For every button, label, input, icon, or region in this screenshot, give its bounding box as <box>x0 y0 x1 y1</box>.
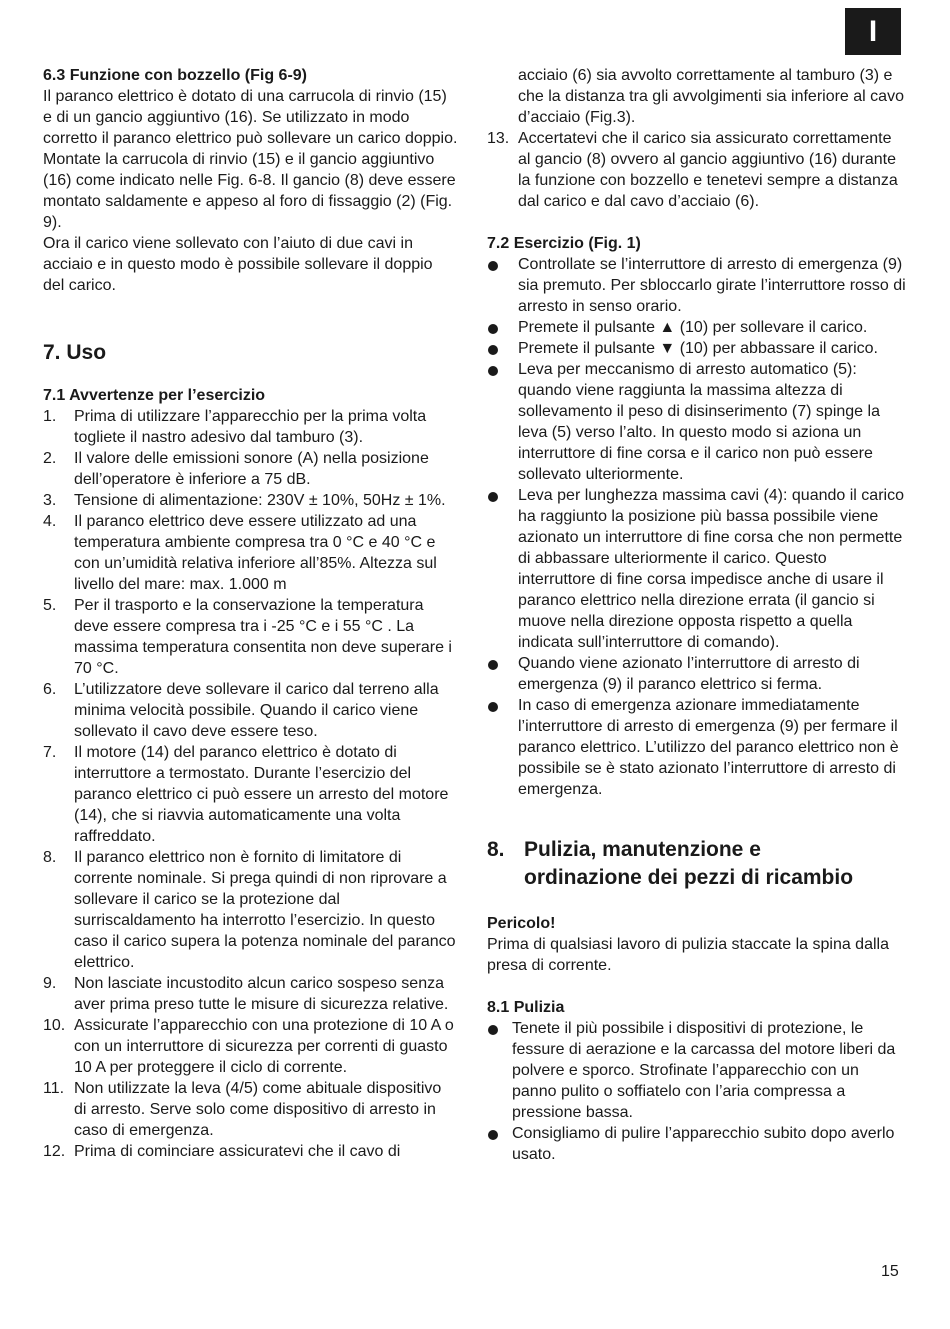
item-number: 1. <box>43 408 57 425</box>
bullet-icon <box>488 261 498 271</box>
section-8-title-line-2: ordinazione dei pezzi di ricambio <box>524 866 854 889</box>
item-text: Accertatevi che il carico sia assicurato correttamente al gancio (8) ovvero al gancio aggiuntivo (16) durante la funzione con bozzello e tenetevi sempre a distanza dal carico e dal cavo d’acciaio (6). <box>518 130 898 210</box>
language-tab-label: I <box>868 15 878 48</box>
item-text: Il paranco elettrico deve essere utilizzato ad una temperatura ambiente compresa tra 0 °C e 40 °C e con un’umidità relativa inferiore all’85%. Altezza sul livello del mare: max. 1.000 m <box>74 513 437 593</box>
list-item <box>43 679 458 742</box>
section-8-title-line-1: Pulizia, manutenzione e <box>524 838 761 861</box>
section-8-title-text <box>524 836 853 892</box>
list-item <box>487 338 907 359</box>
danger-text: Prima di qualsiasi lavoro di pulizia staccate la spina dalla presa di corrente. <box>487 936 889 974</box>
item-text: Tenete il più possibile i dispositivi di protezione, le fessure di aerazione e la carcassa del motore liberi da polvere e sporco. Strofinate l’apparecchio con un panno pulito o soffiatelo con l’aria compressa a pressione bassa. <box>512 1020 896 1121</box>
item-text: Controllate se l’interruttore di arresto di emergenza (9) sia premuto. Per sbloccarlo girate l’interruttore rosso di arresto in senso orario. <box>518 256 906 315</box>
item-number: 13. <box>487 130 510 147</box>
list-item <box>43 973 458 1015</box>
item-text: Premete il pulsante ▼ (10) per abbassare il carico. <box>518 340 878 357</box>
item-number: 6. <box>43 681 57 698</box>
section-6-3-title: 6.3 Funzione con bozzello (Fig 6-9) <box>43 67 308 84</box>
item-text: Tensione di alimentazione: 230V ± 10%, 50Hz ± 1%. <box>74 492 446 509</box>
list-item <box>487 1123 907 1165</box>
item-text: In caso di emergenza azionare immediatamente l’interruttore di arresto di emergenza (9) per fermare il paranco elettrico. L’utilizzo del paranco elettrico non è possibile se è stato azionato l’interruttore di arresto di emergenza. <box>518 697 899 798</box>
bullet-icon <box>488 345 498 355</box>
item-text: Per il trasporto e la conservazione la temperatura deve essere compresa tra i -25 °C e i 55 °C . La massima temperatura consentita non deve superare i 70 °C. <box>74 597 452 677</box>
section-6-3-para-2: Montate la carrucola di rinvio (15) e il gancio aggiuntivo (16) come indicato nelle Fig. 6-8. Il gancio (8) deve essere montato saldamente e appeso al foro di fissaggio (2) (Fig. 9). <box>43 151 456 231</box>
item-text: Leva per lunghezza massima cavi (4): quando il carico ha raggiunto la posizione più bassa possibile viene azionato un interruttore di fine corsa che non permette di abbassare ulteriormente il carico. Questo interruttore di fine corsa impedisce anche di usare il paranco elettrico nella direzione errata (il gancio si muove nella direzione opposta rispetto a quella indicata sull’interruttore di comando). <box>518 487 904 651</box>
item-number: 7. <box>43 744 57 761</box>
item-text: Quando viene azionato l’interruttore di arresto di emergenza (9) il paranco elettrico si ferma. <box>518 655 860 693</box>
item-text: Non lasciate incustodito alcun carico sospeso senza aver prima preso tutte le misure di sicurezza relative. <box>74 975 449 1013</box>
list-item <box>43 1141 458 1162</box>
item-number: 9. <box>43 975 57 992</box>
list-item <box>487 1018 907 1123</box>
section-6-3-para-3: Ora il carico viene sollevato con l’aiuto di due cavi in acciaio e in questo modo è possibile sollevare il doppio del carico. <box>43 235 433 294</box>
list-item <box>43 448 458 490</box>
list-item <box>43 511 458 595</box>
item-number: 2. <box>43 450 57 467</box>
list-item <box>487 485 907 653</box>
list-item <box>43 742 458 847</box>
operation-list <box>487 254 907 800</box>
section-8-number: 8. <box>487 838 505 861</box>
list-item <box>487 359 907 485</box>
item-text: Il valore delle emissioni sonore (A) nella posizione dell’operatore è inferiore a 75 dB. <box>74 450 429 488</box>
item-text: Consigliamo di pulire l’apparecchio subito dopo averlo usato. <box>512 1125 895 1163</box>
cleaning-list <box>487 1018 907 1165</box>
item-number: 5. <box>43 597 57 614</box>
item-number: 12. <box>43 1143 66 1160</box>
item-text: Assicurate l’apparecchio con una protezione di 10 A o con un interruttore di sicurezza per correnti di guasto 10 A per proteggere il ciclo di corrente. <box>74 1017 454 1076</box>
warnings-list-continued <box>487 128 907 212</box>
item-text: L’utilizzatore deve sollevare il carico dal terreno alla minima velocità possibile. Quando il carico viene sollevato il cavo deve essere teso. <box>74 681 439 740</box>
right-column <box>487 65 907 1165</box>
item-number: 10. <box>43 1017 66 1034</box>
list-item <box>43 595 458 679</box>
list-item <box>487 317 907 338</box>
item-number: 4. <box>43 513 57 530</box>
item-text: Non utilizzate la leva (4/5) come abituale dispositivo di arresto. Serve solo come dispositivo di arresto in caso di emergenza. <box>74 1080 442 1139</box>
list-item <box>43 406 458 448</box>
item-text: Leva per meccanismo di arresto automatico (5): quando viene raggiunta la massima altezza di sollevamento il peso di disinserimento (7) spinge la leva (5) verso l’alto. In questo modo si aziona un interruttore di fine corsa e il carico non può essere sollevato ulteriormente. <box>518 361 880 483</box>
section-8-1-title: 8.1 Pulizia <box>487 999 565 1016</box>
item-text: Prima di utilizzare l’apparecchio per la prima volta togliete il nastro adesivo dal tamburo (3). <box>74 408 427 446</box>
bullet-icon <box>488 702 498 712</box>
language-tab <box>845 8 901 55</box>
item-number: 3. <box>43 492 57 509</box>
item-number: 11. <box>43 1080 65 1097</box>
list-item <box>487 695 907 800</box>
warnings-list <box>43 406 458 1162</box>
section-7-title: 7. Uso <box>43 341 107 364</box>
list-item <box>487 653 907 695</box>
section-8-title <box>487 836 907 892</box>
left-column <box>43 65 458 1162</box>
danger-title: Pericolo! <box>487 915 556 932</box>
item-text: Il motore (14) del paranco elettrico è dotato di interruttore a termostato. Durante l’esercizio del paranco elettrico ci può essere un arresto del motore (14), che si riavvia automaticamente una volta raffreddato. <box>74 744 449 845</box>
section-6-3-para-1: Il paranco elettrico è dotato di una carrucola di rinvio (15) e di un gancio aggiuntivo (16). Se utilizzato in modo corretto il paranco elettrico può sollevare un carico doppio. <box>43 88 458 147</box>
bullet-icon <box>488 324 498 334</box>
list-item <box>43 1015 458 1078</box>
bullet-icon <box>488 366 498 376</box>
list-item <box>487 128 907 212</box>
item-number: 8. <box>43 849 57 866</box>
list-item <box>43 847 458 973</box>
item-12-continuation: acciaio (6) sia avvolto correttamente al tamburo (3) e che la distanza tra gli avvolgimenti sia inferiore al cavo d’acciaio (Fig.3). <box>518 67 904 126</box>
item-text: Premete il pulsante ▲ (10) per sollevare il carico. <box>518 319 868 336</box>
list-item <box>43 490 458 511</box>
item-text: Prima di cominciare assicuratevi che il cavo di <box>74 1143 401 1160</box>
bullet-icon <box>488 492 498 502</box>
list-item <box>487 254 907 317</box>
list-item <box>43 1078 458 1141</box>
bullet-icon <box>488 1025 498 1035</box>
item-text: Il paranco elettrico non è fornito di limitatore di corrente nominale. Si prega quindi di non riprovare a sollevare il carico se la protezione dal surriscaldamento ha interrotto l’esercizio. In questo caso il carico supera la potenza nominale del paranco elettrico. <box>74 849 456 971</box>
section-7-1-title: 7.1 Avvertenze per l’esercizio <box>43 387 266 404</box>
bullet-icon <box>488 660 498 670</box>
bullet-icon <box>488 1130 498 1140</box>
page-number: 15 <box>881 1263 899 1280</box>
section-7-2-title: 7.2 Esercizio (Fig. 1) <box>487 235 641 252</box>
